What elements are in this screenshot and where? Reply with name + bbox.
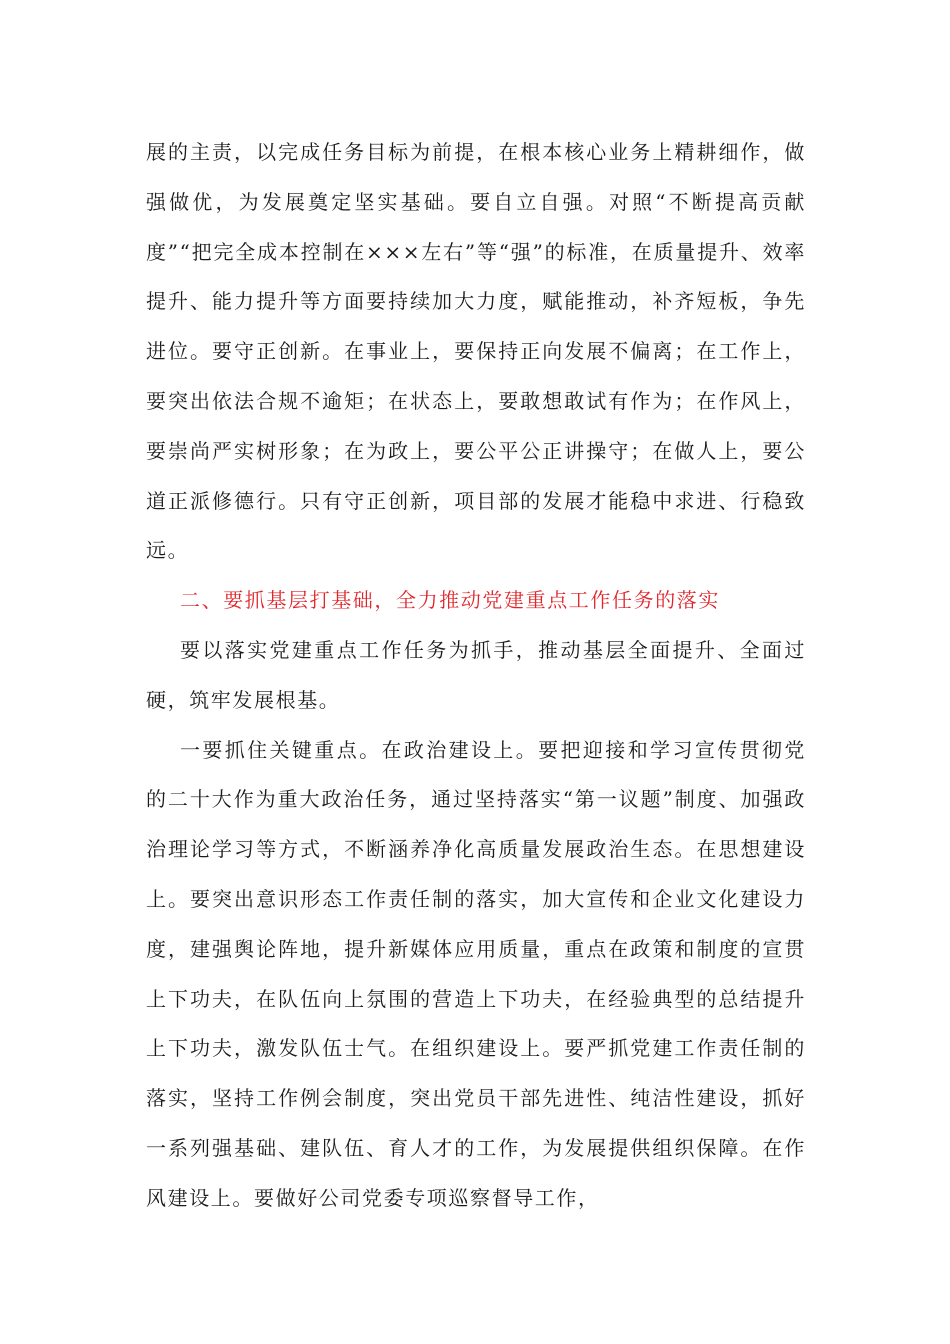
section-heading: 二、要抓基层打基础，全力推动党建重点工作任务的落实 bbox=[180, 588, 720, 613]
section-intro-paragraph: 要以落实党建重点工作任务为抓手，推动基层全面提升、全面过硬，筑牢发展根基。 bbox=[146, 637, 806, 712]
continued-paragraph: 展的主责，以完成任务目标为前提，在根本核心业务上精耕细作，做强做优，为发展奠定坚实基础。要自立自强。对照“不断提高贡献度”“把完全成本控制在×××左右”等“强”的标准，在质量提升、效率提升、能力提升等方面要持续加大力度，赋能推动，补齐短板，争先进位。要守正创新。在事业上，要保持正向发展不偏离；在工作上，要突出依法合规不逾矩；在状态上，要敢想敢试有作为；在作风上，要崇尚严实树形象；在为政上，要公平公正讲操守；在做人上，要公道正派修德行。只有守正创新，项目部的发展才能稳中求进、行稳致远。 bbox=[146, 140, 806, 563]
key-points-paragraph: 一要抓住关键重点。在政治建设上。要把迎接和学习宣传贯彻党的二十大作为重大政治任务，通过坚持落实“第一议题”制度、加强政治理论学习等方式，不断涵养净化高质量发展政治生态。在思想建设上。要突出意识形态工作责任制的落实，加大宣传和企业文化建设力度，建强舆论阵地，提升新媒体应用质量，重点在政策和制度的宣贯上下功夫，在队伍向上氛围的营造上下功夫，在经验典型的总结提升上下功夫，激发队伍士气。在组织建设上。要严抓党建工作责任制的落实，坚持工作例会制度，突出党员干部先进性、纯洁性建设，抓好一系列强基础、建队伍、育人才的工作，为发展提供组织保障。在作风建设上。要做好公司党委专项巡察督导工作， bbox=[146, 737, 806, 1210]
document-body bbox=[146, 128, 806, 1224]
